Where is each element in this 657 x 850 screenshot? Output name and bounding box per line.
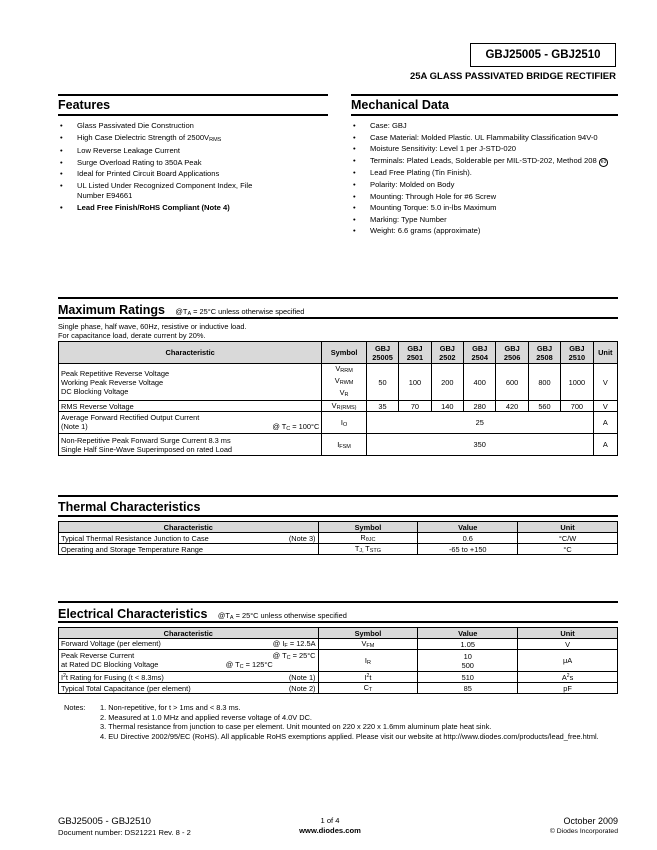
col-symbol: Symbol [322,342,367,364]
max-ratings-condition: @TA = 25°C unless otherwise specified [175,307,305,317]
mechanical-item: • Marking: Type Number [351,215,618,225]
thermal-title: Thermal Characteristics [58,500,201,514]
max-ratings-rule [58,297,618,299]
col-part: GBJ 25005 [366,342,398,364]
mechanical-item: • Weight: 6.6 grams (approximate) [351,226,618,236]
mechanical-item: • Mounting Torque: 5.0 in-lbs Maximum [351,203,618,213]
feature-item: • Surge Overload Rating to 350A Peak [58,158,328,168]
col-characteristic: Characteristic [59,628,319,639]
footer-docnum: Document number: DS21221 Rev. 8 - 2 [58,828,191,837]
note-item: 2. Measured at 1.0 MHz and applied reverse voltage of 4.0V DC. [100,712,312,722]
electrical-rule-bottom [58,621,618,623]
electrical-title: Electrical Characteristics [58,607,208,621]
mechanical-item: • Lead Free Plating (Tin Finish). [351,168,618,178]
mechanical-item: • Mounting: Through Hole for #6 Screw [351,192,618,202]
table-row: Typical Total Capacitance (per element) (Note 2) CT 85 pF [59,683,618,694]
max-ratings-title: Maximum Ratings [58,303,165,317]
mechanical-item: • Moisture Sensitivity: Level 1 per J-STD-020 [351,144,618,154]
col-symbol: Symbol [318,628,418,639]
mechanical-rule-bottom [351,114,618,116]
feature-item: • Low Reverse Leakage Current [58,146,328,156]
footer-website-link[interactable]: www.diodes.com [299,826,361,835]
note-item: 4. EU Directive 2002/95/EC (RoHS). All applicable RoHS exemptions applied. Please visit our website at http://www.diodes.com/products/lead_free.html. [100,731,599,741]
col-symbol: Symbol [318,522,418,533]
features-rule-bottom [58,114,328,116]
max-ratings-table [58,341,618,456]
footer-copyright: © Diodes Incorporated [549,828,618,835]
col-part: GBJ 2504 [464,342,496,364]
part-range-title: GBJ25005 - GBJ2510 [470,43,616,67]
features-list [58,121,328,214]
col-part: GBJ 2502 [431,342,463,364]
features-rule [58,94,328,96]
table-row: Average Forward Rectified Output Current (Note 1) @ TC = 100°C IO 25 A [59,412,618,434]
col-part: GBJ 2510 [561,342,593,364]
mechanical-title: Mechanical Data [351,98,449,112]
mechanical-item: • Polarity: Molded on Body [351,180,618,190]
col-part: GBJ 2508 [528,342,560,364]
mechanical-item: • Case: GBJ [351,121,618,131]
col-value: Value [418,522,518,533]
table-row: Operating and Storage Temperature Range TJ, TSTG -65 to +150 °C [59,544,618,555]
table-row: Typical Thermal Resistance Junction to Case (Note 3) RθJC 0.6 °C/W [59,533,618,544]
mechanical-list [351,121,618,238]
features-title: Features [58,98,111,112]
electrical-rule [58,601,618,603]
document-subtitle: 25A GLASS PASSIVATED BRIDGE RECTIFIER [409,71,616,82]
col-unit: Unit [518,522,618,533]
table-row: RMS Reverse Voltage VR(RMS) 35 70 140 280 420 560 700 V [59,401,618,412]
feature-item: • Lead Free Finish/RoHS Compliant (Note 4) [58,203,328,213]
table-row: $I^2t$ Rating for Fusing (t < 8.3ms) (Note 1) $I^2t$ 510 $A^2s$ [59,672,618,683]
feature-item: • UL Listed Under Recognized Component Index, File Number E94661 [58,181,267,201]
note-item: 1. Non-repetitive, for t > 1ms and < 8.3 ms. [100,703,241,712]
col-characteristic: Characteristic [59,522,319,533]
table-row: Non-Repetitive Peak Forward Surge Current 8.3 ms Single Half Sine-Wave Superimposed on rated Load IFSM 350 A [59,434,618,456]
table-row: Peak Reverse Current @ TC = 25°C at Rated DC Blocking Voltage @ TC = 125°C IR 10 500 μA [59,650,618,672]
thermal-table [58,521,618,555]
feature-item: • Glass Passivated Die Construction [58,121,328,131]
col-characteristic: Characteristic [59,342,322,364]
footer-date: October 2009 [563,816,618,826]
footer-part: GBJ25005 - GBJ2510 [58,816,151,827]
max-ratings-note-2: For capacitance load, derate current by 20%. [58,331,206,340]
notes-list [100,703,620,741]
col-unit: Unit [518,628,618,639]
mechanical-item: • Case Material: Molded Plastic. UL Flammability Classification 94V-0 [351,133,618,143]
col-part: GBJ 2506 [496,342,528,364]
feature-item: • High Case Dielectric Strength of 2500VRMS [58,133,328,145]
feature-item: • Ideal for Printed Circuit Board Applications [58,169,328,179]
mechanical-item: • Terminals: Plated Leads, Solderable per MIL-STD-202, Method 208 e3 [351,156,618,167]
electrical-condition: @TA = 25°C unless otherwise specified [217,611,347,621]
thermal-rule-bottom [58,515,618,517]
table-row: Forward Voltage (per element) @ IF = 12.5A VFM 1.05 V [59,639,618,650]
col-unit: Unit [593,342,617,364]
thermal-rule [58,495,618,497]
electrical-table [58,627,618,694]
footer-page: 1 of 4 [320,816,340,825]
note-item: 3. Thermal resistance from junction to case per element. Unit mounted on 220 x 220 x 1.6mm aluminum plate heat sink. [100,722,492,731]
table-row: Peak Repetitive Reverse Voltage Working Peak Reverse Voltage DC Blocking Voltage VRRM VRWM VR 50 100 200 400 600 800 1000 V [59,364,618,401]
e3-lead-free-icon: e3 [600,158,607,165]
max-ratings-rule-bottom [58,317,618,319]
col-part: GBJ 2501 [399,342,431,364]
mechanical-rule [351,94,618,96]
notes-label: Notes: [64,703,86,712]
col-value: Value [418,628,518,639]
max-ratings-note-1: Single phase, half wave, 60Hz, resistive or inductive load. [58,322,247,331]
